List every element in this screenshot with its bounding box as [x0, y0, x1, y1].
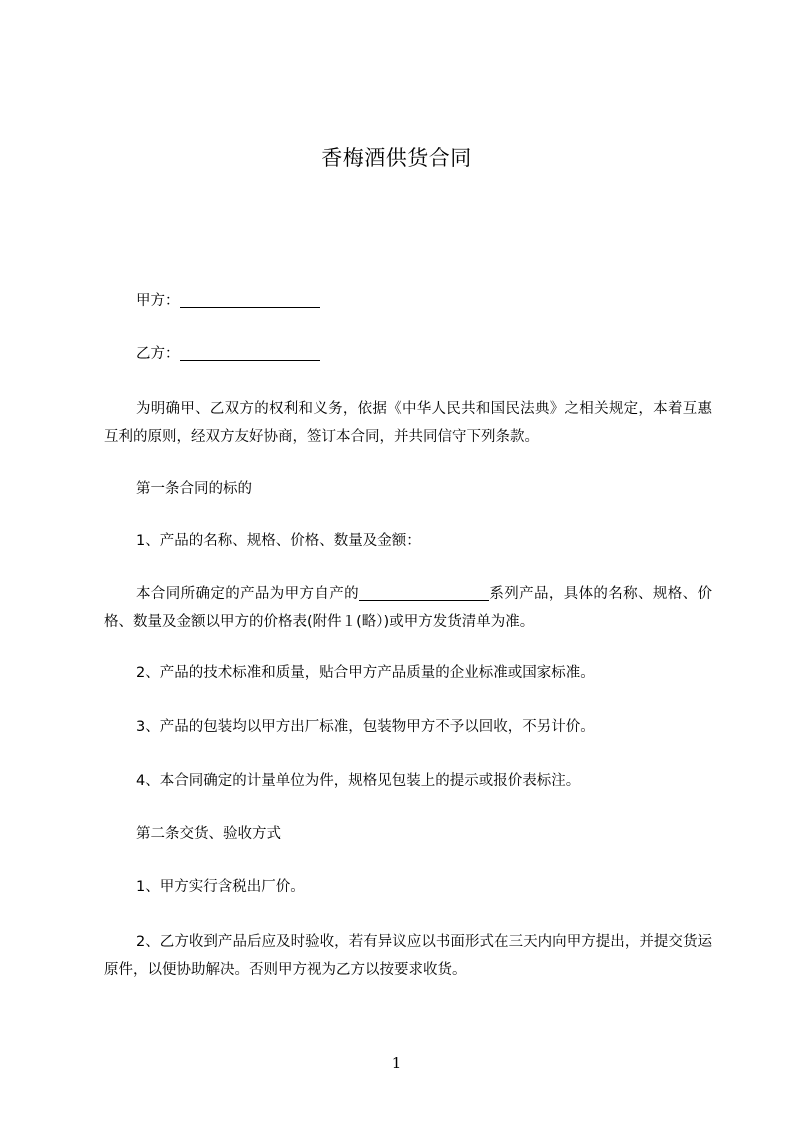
intro-paragraph: 为明确甲、乙双方的权利和义务，依据《中华人民共和国民法典》之相关规定，本着互惠互利的原则，经双方友好协商，签订本合同，并共同信守下列条款。: [104, 401, 712, 445]
article1-product-paragraph: [104, 580, 712, 636]
article1-item1: 1、产品的名称、规格、价格、数量及金额：: [136, 533, 421, 549]
product-text-before: 本合同所确定的产品为甲方自产的: [136, 586, 359, 602]
party-a-blank: [180, 291, 320, 308]
article2-item1: 1、甲方实行含税出厂价。: [136, 879, 305, 895]
party-b-line: [136, 340, 320, 368]
article2-item2: 2、乙方收到产品后应及时验收，若有异议应以书面形式在三天内向甲方提出，并提交货运原件，以便协助解决。否则甲方视为乙方以按要求收货。: [104, 934, 712, 978]
article1-item2: 2、产品的技术标准和质量，贴合甲方产品质量的企业标准或国家标准。: [136, 665, 595, 681]
page-number: 1: [391, 1054, 402, 1072]
party-b-blank: [180, 344, 320, 361]
party-a-line: [136, 287, 320, 315]
article1-item4: 4、本合同确定的计量单位为件，规格见包装上的提示或报价表标注。: [136, 773, 581, 789]
product-text-after: 系列产品，具体的名称、规格、价格、数量及金额以甲方的价格表(附件１(略）)或甲方发货清单为准。: [104, 586, 712, 630]
article2-heading: 第二条交货、验收方式: [136, 826, 281, 842]
product-series-blank: [359, 584, 489, 601]
article1-heading: 第一条合同的标的: [136, 481, 252, 497]
article1-item3: 3、产品的包装均以甲方出厂标准，包装物甲方不予以回收，不另计价。: [136, 719, 595, 735]
party-a-label: 甲方：: [136, 293, 180, 309]
document-title: 香梅酒供货合同: [321, 146, 472, 170]
party-b-label: 乙方：: [136, 346, 180, 362]
